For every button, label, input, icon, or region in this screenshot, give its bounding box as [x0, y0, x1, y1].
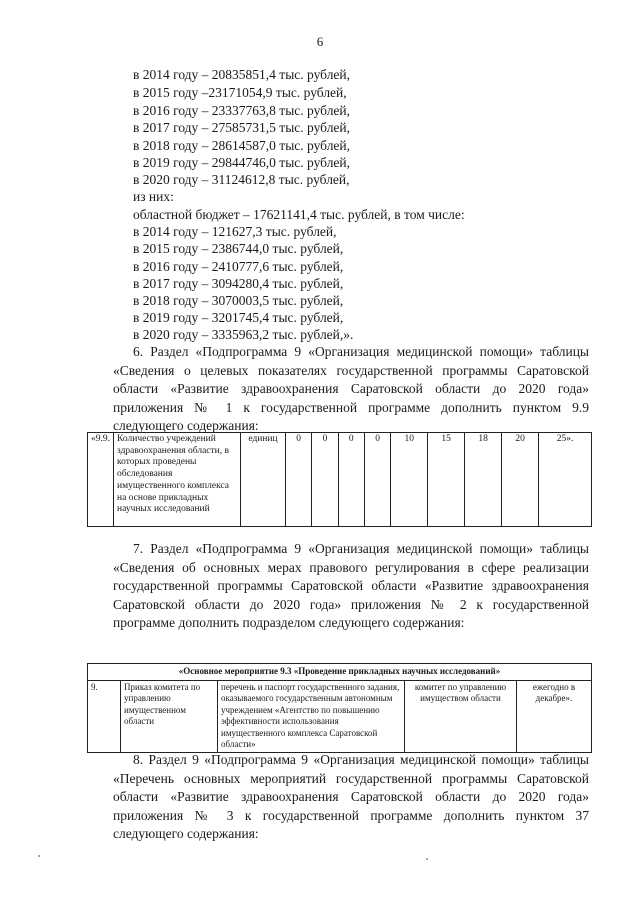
- value-cell: 15: [428, 433, 465, 527]
- regional-line: в 2014 году – 121627,3 тыс. рублей,: [133, 224, 337, 239]
- table-row: [88, 433, 592, 527]
- paragraph-7-text: 7. Раздел «Подпрограмма 9 «Организация медицинской помощи» таблицы «Сведения об основных мерах правового регулирования в сфере реализации государственной программы Саратовской области «Развитие здравоохранения Саратовской области до 2020 года» приложения № 2 к государственной программе дополнить подразделом следующего содержания:: [113, 541, 589, 631]
- scan-speck: [38, 855, 40, 857]
- regional-line: в 2019 году – 3201745,4 тыс. рублей,: [133, 310, 344, 325]
- scan-speck: [426, 858, 428, 860]
- paragraph-8: [113, 751, 589, 844]
- responsible-cell: комитет по управлению имуществом области: [405, 680, 517, 752]
- value-cell: 20: [502, 433, 539, 527]
- document-type-cell: Приказ комитета по управлению имущественном области: [121, 680, 218, 752]
- row-number-cell: 9.: [88, 680, 121, 752]
- legal-measures-table: [87, 663, 592, 753]
- indicators-table: [87, 432, 592, 527]
- deadline-cell: ежегодно в декабре».: [517, 680, 592, 752]
- value-cell: 10: [391, 433, 428, 527]
- funding-total-line: в 2014 году – 20835851,4 тыс. рублей,: [133, 67, 351, 82]
- regional-line: в 2017 году – 3094280,4 тыс. рублей,: [133, 276, 344, 291]
- funding-total-line: в 2017 году – 27585731,5 тыс. рублей,: [133, 120, 351, 135]
- value-cell: 0: [364, 433, 390, 527]
- paragraph-7: [113, 540, 589, 633]
- table-section-header: «Основное мероприятие 9.3 «Проведение прикладных научных исследований»: [88, 664, 592, 681]
- funding-total-line: в 2020 году – 31124612,8 тыс. рублей,: [133, 172, 350, 187]
- regional-line: в 2016 году – 2410777,6 тыс. рублей,: [133, 259, 344, 274]
- paragraph-6: [113, 343, 589, 436]
- regional-line: в 2020 году – 3335963,2 тыс. рублей,».: [133, 327, 354, 342]
- value-cell: 0: [338, 433, 364, 527]
- funding-total-line: в 2016 году – 23337763,8 тыс. рублей,: [133, 103, 351, 118]
- paragraph-6-text: 6. Раздел «Подпрограмма 9 «Организация медицинской помощи» таблицы «Сведения о целевых показателях государственной программы Саратовской области «Развитие здравоохранения Саратовской области до 2020 года» приложения № 1 к государственной программе дополнить пунктом 9.9 следующего содержания:: [113, 344, 589, 434]
- unit-cell: единиц: [241, 433, 286, 527]
- funding-total-line: в 2015 году –23171054,9 тыс. рублей,: [133, 85, 347, 100]
- funding-total-line: в 2018 году – 28614587,0 тыс. рублей,: [133, 138, 351, 153]
- of-which-label: из них:: [133, 189, 174, 204]
- indicator-name-cell: Количество учреждений здравоохранения области, в которых проведены обследования имущественного комплекса на основе прикладных научных исследований: [114, 433, 241, 527]
- paragraph-8-text: 8. Раздел 9 «Подпрограмма 9 «Организация медицинской помощи» таблицы «Перечень основных мероприятий государственной программы Саратовской области «Развитие здравоохранения Саратовской области до 2020 года» приложения № 3 к государственной программе дополнить пунктом 37 следующего содержания:: [113, 752, 589, 842]
- table-header-row: [88, 664, 592, 681]
- value-cell: 18: [465, 433, 502, 527]
- regional-line: в 2015 году – 2386744,0 тыс. рублей,: [133, 241, 344, 256]
- document-content-cell: перечень и паспорт государственного задания, оказываемого государственным автономным учреждением «Агентство по повышению эффективности использования имущественного комплекса Саратовской области»: [218, 680, 405, 752]
- page-number: 6: [316, 34, 324, 49]
- funding-total-line: в 2019 году – 29844746,0 тыс. рублей,: [133, 155, 351, 170]
- regional-budget-line: областной бюджет – 17621141,4 тыс. рублей, в том числе:: [133, 207, 465, 222]
- table-row: [88, 680, 592, 752]
- value-cell: 0: [286, 433, 312, 527]
- row-number-cell: «9.9.: [88, 433, 114, 527]
- value-cell: 25».: [539, 433, 592, 527]
- value-cell: 0: [312, 433, 338, 527]
- regional-line: в 2018 году – 3070003,5 тыс. рублей,: [133, 293, 344, 308]
